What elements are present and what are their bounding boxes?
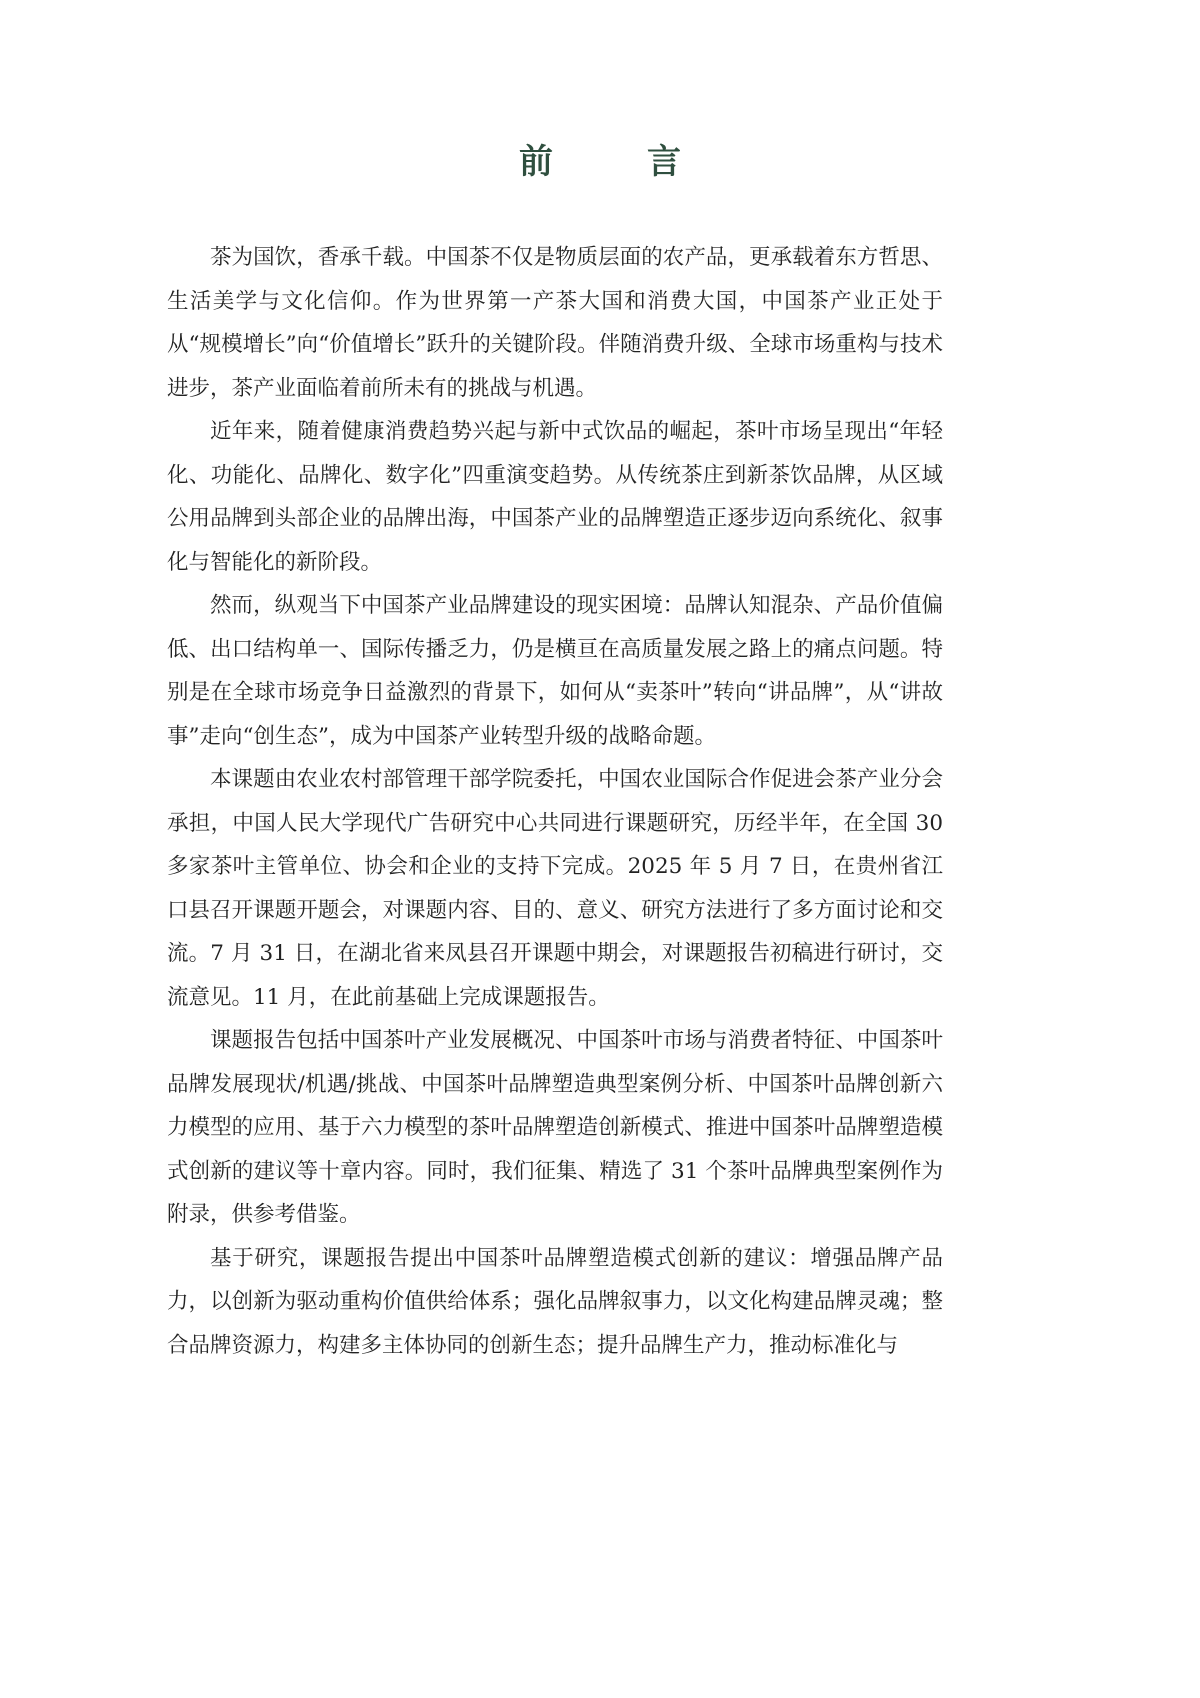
paragraph-5: 课题报告包括中国茶叶产业发展概况、中国茶叶市场与消费者特征、中国茶叶品牌发展现状/机遇/挑战、中国茶叶品牌塑造典型案例分析、中国茶叶品牌创新六力模型的应用、基于六力模型的茶叶品牌塑造创新模式、推进中国茶叶品牌塑造模式创新的建议等十章内容。同时，我们征集、精选了 31 个茶叶品牌典型案例作为附录，供参考借鉴。: [167, 1028, 943, 1227]
paragraph-4: 本课题由农业农村部管理干部学院委托，中国农业国际合作促进会茶产业分会承担，中国人民大学现代广告研究中心共同进行课题研究，历经半年，在全国 30 多家茶叶主管单位、协会和企业的支持下完成。2025 年 5 月 7 日，在贵州省江口县召开课题开题会，对课题内容、目的、意义、研究方法进行了多方面讨论和交流。7 月 31 日，在湖北省来凤县召开课题中期会，对课题报告初稿进行研讨，交流意见。11 月，在此前基础上完成课题报告。: [167, 767, 943, 1010]
paragraph-3: 然而，纵观当下中国茶产业品牌建设的现实困境：品牌认知混杂、产品价值偏低、出口结构单一、国际传播乏力，仍是横亘在高质量发展之路上的痛点问题。特别是在全球市场竞争日益激烈的背景下，如何从“卖茶叶”转向“讲品牌”，从“讲故事”走向“创生态”，成为中国茶产业转型升级的战略命题。: [167, 593, 943, 749]
preface-body: [167, 236, 943, 1367]
paragraph-6: 基于研究，课题报告提出中国茶叶品牌塑造模式创新的建议：增强品牌产品力，以创新为驱动重构价值供给体系；强化品牌叙事力，以文化构建品牌灵魂；整合品牌资源力，构建多主体协同的创新生态；提升品牌生产力，推动标准化与: [167, 1245, 943, 1358]
paragraph-1: 茶为国饮，香承千载。中国茶不仅是物质层面的农产品，更承载着东方哲思、生活美学与文化信仰。作为世界第一产茶大国和消费大国，中国茶产业正处于从“规模增长”向“价值增长”跃升的关键阶段。伴随消费升级、全球市场重构与技术进步，茶产业面临着前所未有的挑战与机遇。: [167, 245, 943, 401]
page-title: 前 言: [519, 142, 711, 182]
paragraph-2: 近年来，随着健康消费趋势兴起与新中式饮品的崛起，茶叶市场呈现出“年轻化、功能化、品牌化、数字化”四重演变趋势。从传统茶庄到新茶饮品牌，从区域公用品牌到头部企业的品牌出海，中国茶产业的品牌塑造正逐步迈向系统化、叙事化与智能化的新阶段。: [167, 419, 943, 575]
